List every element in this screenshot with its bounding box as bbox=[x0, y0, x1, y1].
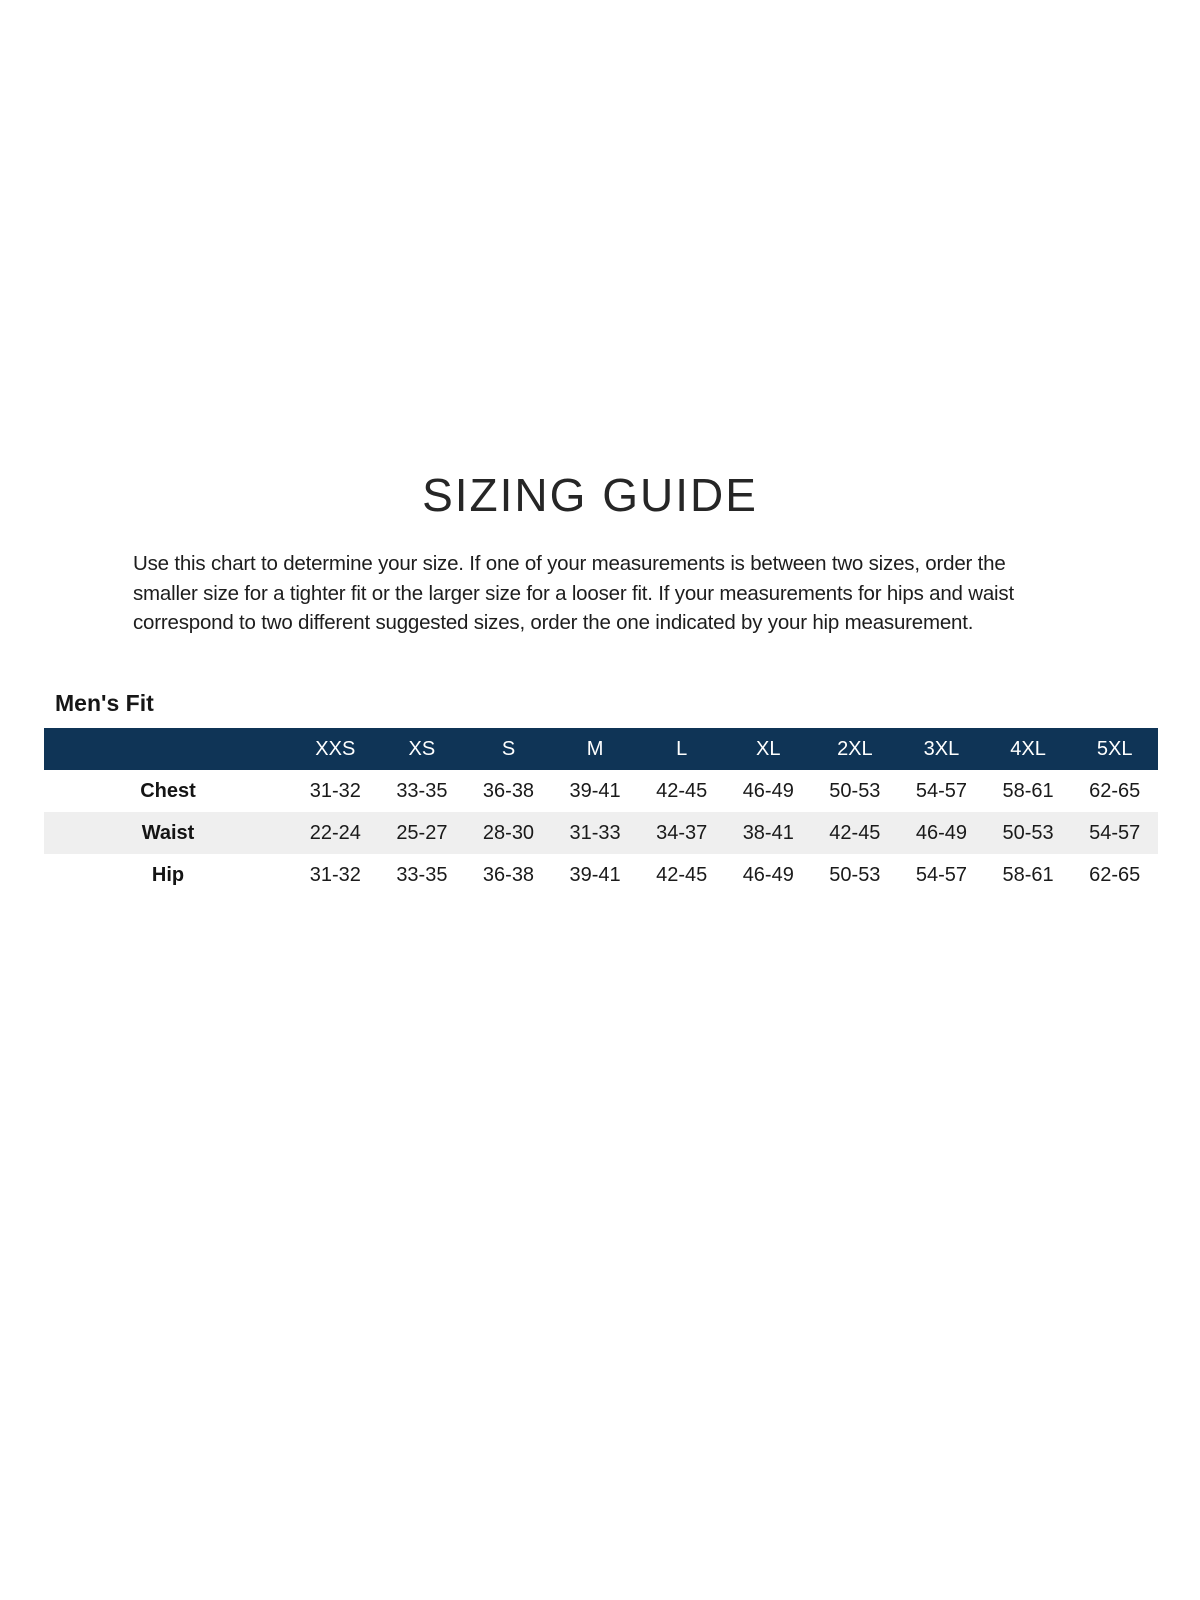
chest-3xl: 54-57 bbox=[915, 779, 968, 802]
col-header-4xl: 4XL bbox=[1010, 737, 1046, 760]
chest-xl: 46-49 bbox=[742, 779, 794, 802]
chest-5xl: 62-65 bbox=[1089, 779, 1141, 802]
waist-xl: 38-41 bbox=[742, 821, 794, 844]
col-header-m: M bbox=[586, 737, 604, 760]
table-row-hip bbox=[44, 854, 1158, 896]
intro-paragraph: Use this chart to determine your size. If one of your measurements is between two sizes, order the smaller size for a tighter fit or the larger size for a looser fit. If your measurements for hips and waist correspond to two different suggested sizes, order the one indicated by your hip measurement. bbox=[133, 552, 1014, 634]
section-label-mens-fit: Men's Fit bbox=[55, 690, 154, 716]
col-header-xxs: XXS bbox=[315, 737, 356, 760]
waist-3xl: 46-49 bbox=[915, 821, 968, 844]
chest-2xl: 50-53 bbox=[829, 779, 881, 802]
row-label-hip: Hip bbox=[151, 863, 185, 886]
hip-xl: 46-49 bbox=[742, 863, 794, 886]
table-row-chest bbox=[44, 770, 1158, 812]
chest-l: 42-45 bbox=[656, 779, 708, 802]
chest-xxs: 31-32 bbox=[309, 779, 361, 802]
hip-5xl: 62-65 bbox=[1089, 863, 1141, 886]
waist-m: 31-33 bbox=[569, 821, 621, 844]
waist-2xl: 42-45 bbox=[829, 821, 881, 844]
row-label-waist: Waist bbox=[141, 821, 195, 844]
waist-l: 34-37 bbox=[656, 821, 708, 844]
hip-xs: 33-35 bbox=[396, 863, 448, 886]
table-row-waist bbox=[44, 812, 1158, 854]
page-title: SIZING GUIDE bbox=[422, 469, 758, 521]
hip-3xl: 54-57 bbox=[915, 863, 968, 886]
chest-s: 36-38 bbox=[482, 779, 535, 802]
chest-xs: 33-35 bbox=[396, 779, 448, 802]
col-header-5xl: 5XL bbox=[1096, 737, 1133, 760]
hip-s: 36-38 bbox=[482, 863, 535, 886]
hip-2xl: 50-53 bbox=[829, 863, 881, 886]
col-header-xl: XL bbox=[756, 737, 781, 760]
chest-4xl: 58-61 bbox=[1002, 779, 1054, 802]
hip-m: 39-41 bbox=[569, 863, 621, 886]
col-header-3xl: 3XL bbox=[923, 737, 960, 760]
hip-l: 42-45 bbox=[656, 863, 708, 886]
waist-xs: 25-27 bbox=[396, 821, 448, 844]
hip-xxs: 31-32 bbox=[309, 863, 361, 886]
row-label-chest: Chest bbox=[140, 779, 196, 802]
size-table-header-row bbox=[44, 728, 1158, 770]
waist-4xl: 50-53 bbox=[1002, 821, 1054, 844]
col-header-l: L bbox=[676, 737, 688, 760]
waist-s: 28-30 bbox=[482, 821, 535, 844]
waist-xxs: 22-24 bbox=[309, 821, 361, 844]
hip-4xl: 58-61 bbox=[1002, 863, 1054, 886]
chest-m: 39-41 bbox=[569, 779, 621, 802]
waist-5xl: 54-57 bbox=[1089, 821, 1141, 844]
col-header-s: S bbox=[501, 737, 516, 760]
col-header-2xl: 2XL bbox=[837, 737, 873, 760]
col-header-xs: XS bbox=[408, 737, 436, 760]
corner-cell bbox=[44, 728, 292, 770]
size-table bbox=[44, 728, 1158, 896]
